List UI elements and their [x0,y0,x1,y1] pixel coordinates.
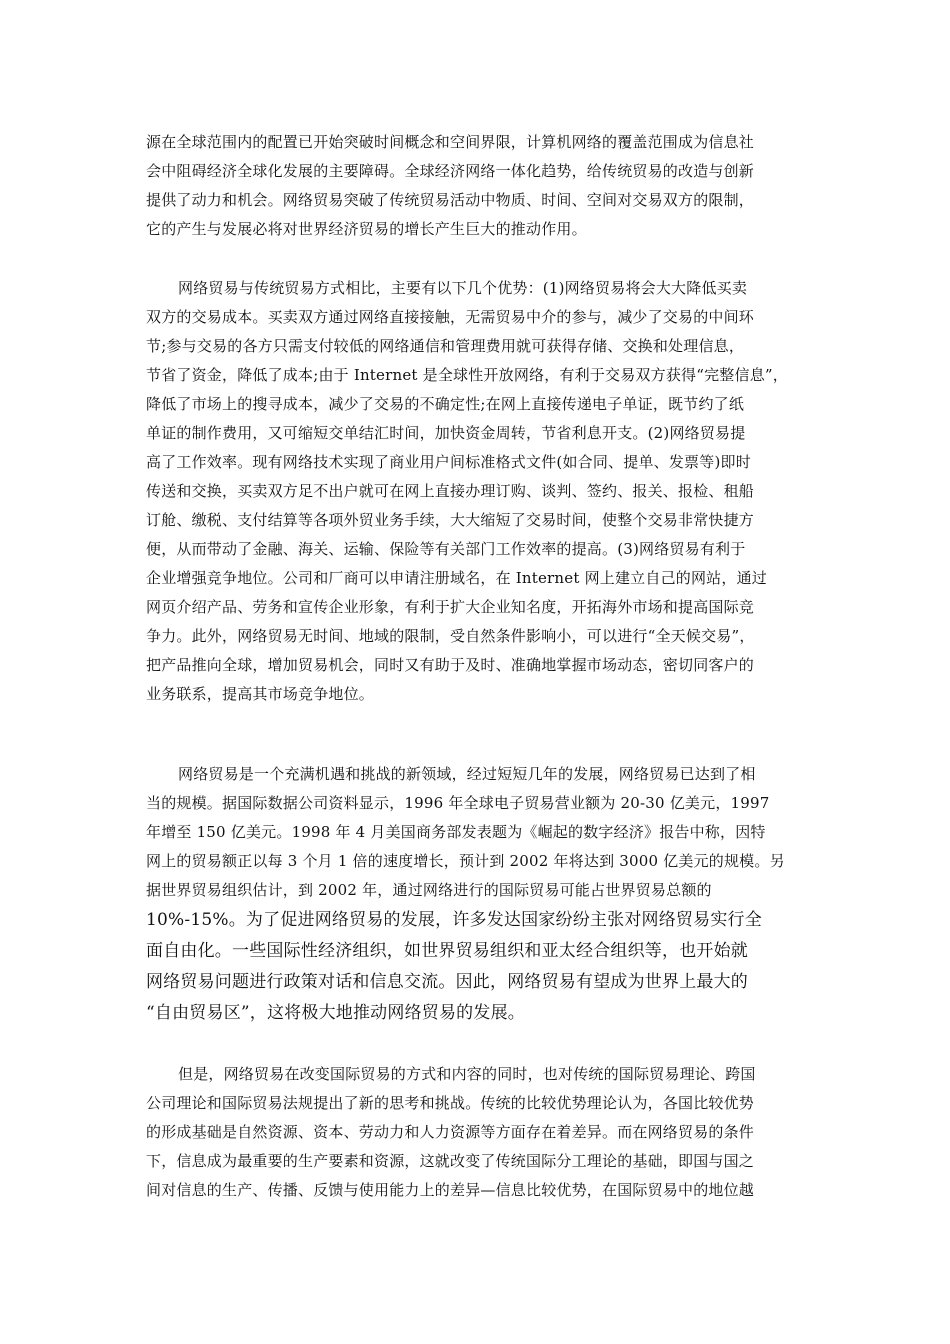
text-line: 企业增强竞争地位。公司和厂商可以申请注册域名，在 Internet 网上建立自己的网站，通过 [146,569,767,587]
text-line: 下，信息成为最重要的生产要素和资源，这就改变了传统国际分工理论的基础，即国与国之 [146,1152,755,1170]
text-line: 网络贸易问题进行政策对话和信息交流。因此，网络贸易有望成为世界上最大的 [146,972,748,992]
text-line: 10%-15%。为了促进网络贸易的发展，许多发达国家纷纷主张对网络贸易实行全 [146,910,762,930]
text-line: 节省了资金，降低了成本;由于 Internet 是全球性开放网络，有利于交易双方获得“完整信息”， [146,366,788,384]
paragraph-4 [146,1060,808,1205]
text-line: 订舱、缴税、支付结算等各项外贸业务手续，大大缩短了交易时间，使整个交易非常快捷方 [146,511,755,529]
text-line: 把产品推向全球，增加贸易机会，同时又有助于及时、准确地掌握市场动态，密切同客户的 [146,656,755,674]
text-line: 据世界贸易组织估计，到 2002 年，通过网络进行的国际贸易可能占世界贸易总额的 [146,881,712,899]
text-line: 会中阻碍经济全球化发展的主要障碍。全球经济网络一体化趋势，给传统贸易的改造与创新 [146,162,755,180]
text-line: 面自由化。一些国际性经济组织，如世界贸易组织和亚太经合组织等，也开始就 [146,941,748,961]
text-line: 业务联系，提高其市场竞争地位。 [146,685,375,703]
text-line: 间对信息的生产、传播、反馈与使用能力上的差异—信息比较优势，在国际贸易中的地位越 [146,1181,755,1199]
paragraph-1 [146,128,808,244]
text-line: 节;参与交易的各方只需支付较低的网络通信和管理费用就可获得存储、交换和处理信息， [146,337,745,355]
text-line: 年增至 150 亿美元。1998 年 4 月美国商务部发表题为《崛起的数字经济》报告中称，因特 [146,823,766,841]
text-line: 网页介绍产品、劳务和宣传企业形象，有利于扩大企业知名度，开拓海外市场和提高国际竞 [146,598,755,616]
text-line: 高了工作效率。现有网络技术实现了商业用户间标准格式文件(如合同、提单、发票等)即时 [146,453,751,471]
text-line: 单证的制作费用，又可缩短交单结汇时间，加快资金周转，节省利息开支。(2)网络贸易提 [146,424,746,442]
text-line: 源在全球范围内的配置已开始突破时间概念和空间界限，计算机网络的覆盖范围成为信息社 [146,133,755,151]
paragraph-3 [146,760,808,1029]
text-line: 的形成基础是自然资源、资本、劳动力和人力资源等方面存在着差异。而在网络贸易的条件 [146,1123,755,1141]
paragraph-2 [146,274,808,709]
text-line: 当的规模。据国际数据公司资料显示，1996 年全球电子贸易营业额为 20-30 亿美元，1997 [146,794,770,812]
text-line: 降低了市场上的搜寻成本，减少了交易的不确定性;在网上直接传递电子单证，既节约了纸 [146,395,745,413]
text-line: 它的产生与发展必将对世界经济贸易的增长产生巨大的推动作用。 [146,220,587,238]
text-line: 网络贸易与传统贸易方式相比，主要有以下几个优势：(1)网络贸易将会大大降低买卖 [178,279,748,297]
text-line: 网上的贸易额正以每 3 个月 1 倍的速度增长，预计到 2002 年将达到 3000 亿美元的规模。另 [146,852,785,870]
text-line: 网络贸易是一个充满机遇和挑战的新领域，经过短短几年的发展，网络贸易已达到了相 [178,765,756,783]
text-line: 争力。此外，网络贸易无时间、地域的限制，受自然条件影响小，可以进行“全天候交易”， [146,627,755,645]
text-line: 但是，网络贸易在改变国际贸易的方式和内容的同时，也对传统的国际贸易理论、跨国 [178,1065,756,1083]
text-line: 便，从而带动了金融、海关、运输、保险等有关部门工作效率的提高。(3)网络贸易有利于 [146,540,746,558]
text-line: 双方的交易成本。买卖双方通过网络直接接触，无需贸易中介的参与，减少了交易的中间环 [146,308,755,326]
text-line: 传送和交换，买卖双方足不出户就可在网上直接办理订购、谈判、签约、报关、报检、租船 [146,482,755,500]
text-line: 公司理论和国际贸易法规提出了新的思考和挑战。传统的比较优势理论认为，各国比较优势 [146,1094,755,1112]
text-line: “自由贸易区”，这将极大地推动网络贸易的发展。 [146,1003,525,1023]
text-line: 提供了动力和机会。网络贸易突破了传统贸易活动中物质、时间、空间对交易双方的限制， [146,191,755,209]
